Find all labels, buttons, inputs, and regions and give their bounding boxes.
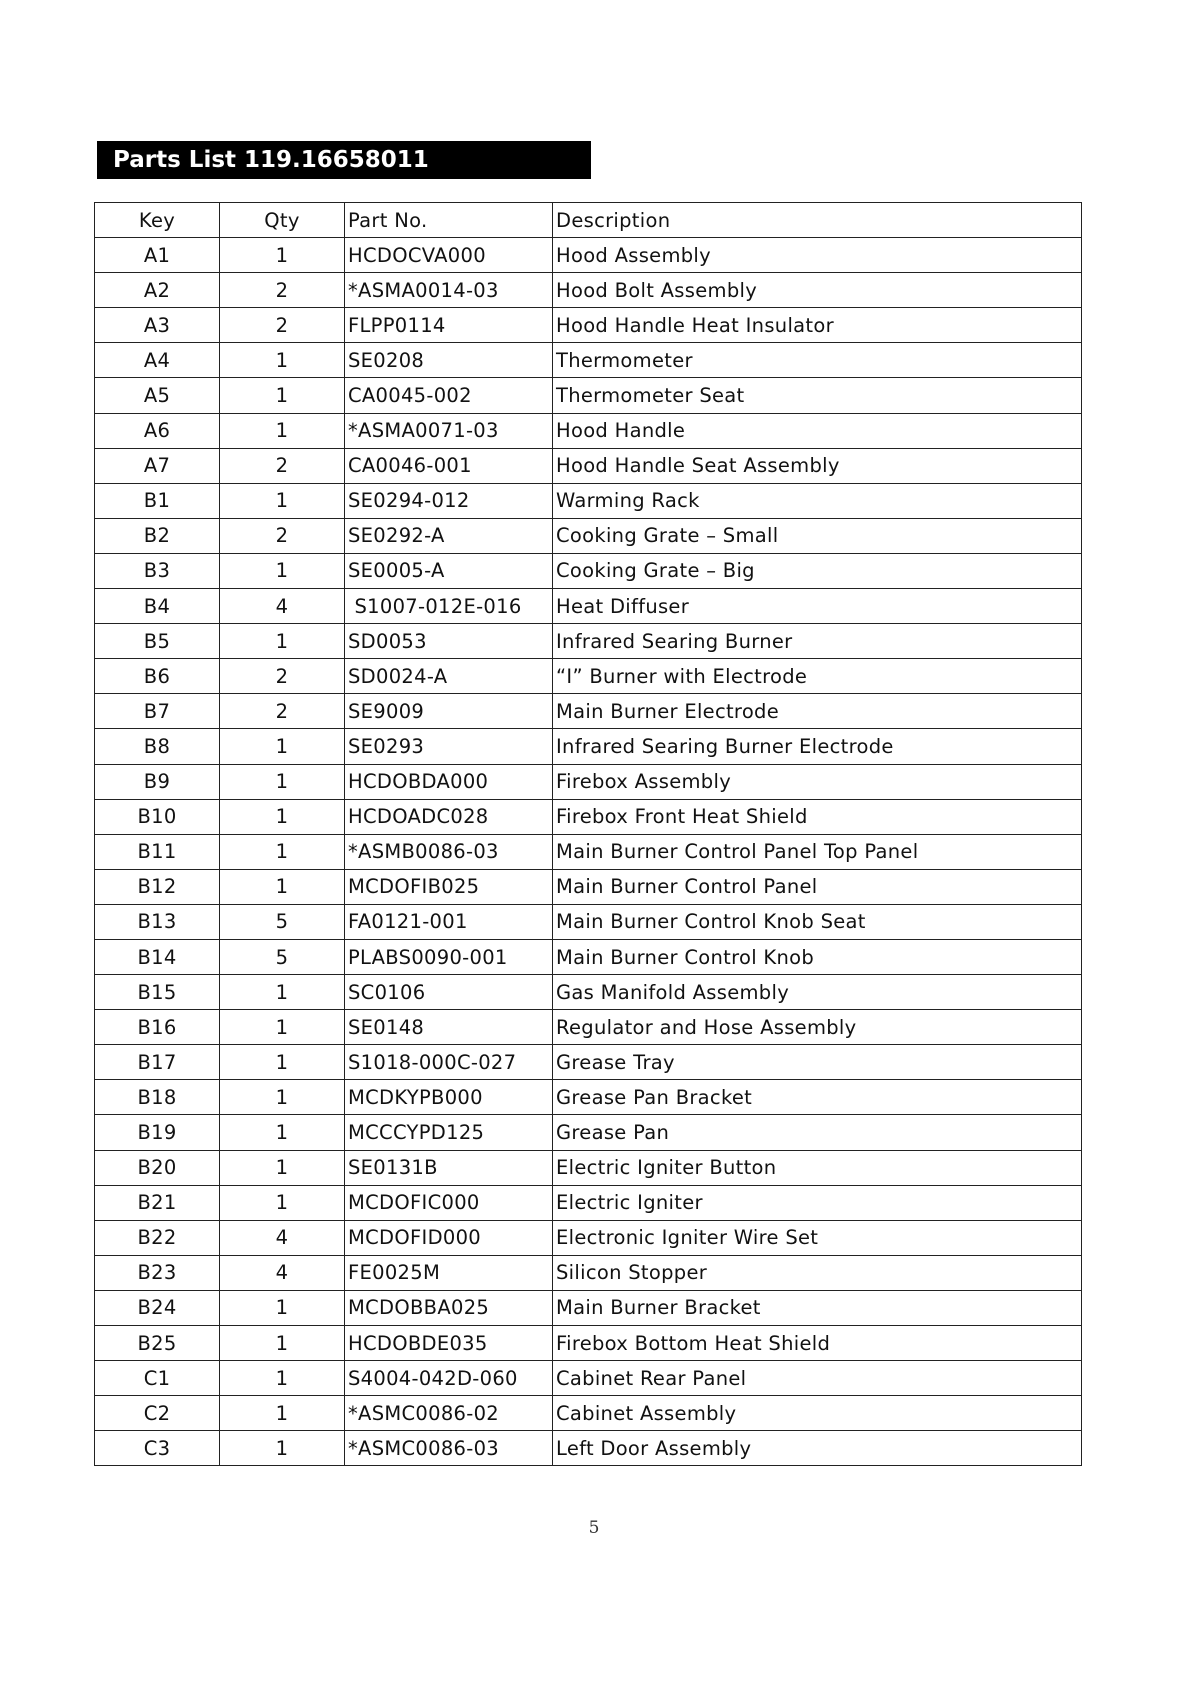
table-row — [95, 448, 1082, 483]
cell-description: Main Burner Electrode — [553, 694, 1082, 729]
cell-qty: 1 — [220, 1080, 345, 1115]
cell-qty: 4 — [220, 589, 345, 624]
table-row — [95, 1150, 1082, 1185]
cell-description: “I” Burner with Electrode — [553, 659, 1082, 694]
column-header-description: Description — [553, 203, 1082, 238]
cell-qty: 1 — [220, 1045, 345, 1080]
table-row — [95, 1361, 1082, 1396]
cell-description: Cooking Grate – Small — [553, 518, 1082, 553]
cell-key: B2 — [95, 518, 220, 553]
cell-part-no: S1007-012E-016 — [345, 589, 553, 624]
table-row — [95, 308, 1082, 343]
cell-description: Firebox Bottom Heat Shield — [553, 1326, 1082, 1361]
cell-description: Main Burner Bracket — [553, 1290, 1082, 1325]
table-header-row — [95, 203, 1082, 238]
cell-part-no: SC0106 — [345, 975, 553, 1010]
cell-description: Firebox Assembly — [553, 764, 1082, 799]
cell-key: B22 — [95, 1220, 220, 1255]
cell-description: Main Burner Control Panel — [553, 869, 1082, 904]
cell-part-no: HCDOBDA000 — [345, 764, 553, 799]
cell-description: Electric Igniter — [553, 1185, 1082, 1220]
cell-part-no: S1018-000C-027 — [345, 1045, 553, 1080]
cell-part-no: SE0131B — [345, 1150, 553, 1185]
cell-qty: 1 — [220, 1326, 345, 1361]
cell-key: B16 — [95, 1010, 220, 1045]
cell-part-no: HCDOCVA000 — [345, 238, 553, 273]
cell-part-no: SE0294-012 — [345, 483, 553, 518]
cell-key: B5 — [95, 624, 220, 659]
cell-description: Main Burner Control Knob Seat — [553, 904, 1082, 939]
cell-qty: 2 — [220, 694, 345, 729]
parts-table — [94, 202, 1082, 1466]
cell-part-no: MCDOBBA025 — [345, 1290, 553, 1325]
table-row — [95, 1045, 1082, 1080]
cell-qty: 1 — [220, 1431, 345, 1466]
cell-part-no: FLPP0114 — [345, 308, 553, 343]
table-row — [95, 1290, 1082, 1325]
cell-description: Thermometer — [553, 343, 1082, 378]
cell-part-no: *ASMB0086-03 — [345, 834, 553, 869]
cell-qty: 1 — [220, 1010, 345, 1045]
table-row — [95, 1431, 1082, 1466]
table-row — [95, 694, 1082, 729]
table-row — [95, 589, 1082, 624]
table-row — [95, 1115, 1082, 1150]
cell-description: Electronic Igniter Wire Set — [553, 1220, 1082, 1255]
cell-description: Left Door Assembly — [553, 1431, 1082, 1466]
cell-part-no: SD0024-A — [345, 659, 553, 694]
cell-qty: 1 — [220, 1396, 345, 1431]
cell-qty: 1 — [220, 553, 345, 588]
column-header-qty: Qty — [220, 203, 345, 238]
cell-part-no: FE0025M — [345, 1255, 553, 1290]
cell-description: Electric Igniter Button — [553, 1150, 1082, 1185]
table-row — [95, 975, 1082, 1010]
cell-description: Cabinet Assembly — [553, 1396, 1082, 1431]
table-row — [95, 378, 1082, 413]
cell-qty: 1 — [220, 729, 345, 764]
cell-key: A7 — [95, 448, 220, 483]
cell-key: B10 — [95, 799, 220, 834]
page-number: 5 — [588, 1518, 600, 1538]
cell-part-no: SE0208 — [345, 343, 553, 378]
cell-key: A4 — [95, 343, 220, 378]
cell-qty: 2 — [220, 659, 345, 694]
cell-description: Cooking Grate – Big — [553, 553, 1082, 588]
table-row — [95, 729, 1082, 764]
cell-part-no: SE9009 — [345, 694, 553, 729]
cell-key: B25 — [95, 1326, 220, 1361]
cell-key: B12 — [95, 869, 220, 904]
cell-key: B3 — [95, 553, 220, 588]
cell-qty: 1 — [220, 1290, 345, 1325]
cell-key: B7 — [95, 694, 220, 729]
cell-key: B11 — [95, 834, 220, 869]
cell-qty: 5 — [220, 904, 345, 939]
table-row — [95, 764, 1082, 799]
cell-description: Cabinet Rear Panel — [553, 1361, 1082, 1396]
cell-qty: 1 — [220, 624, 345, 659]
cell-description: Grease Pan Bracket — [553, 1080, 1082, 1115]
cell-qty: 4 — [220, 1220, 345, 1255]
cell-description: Hood Handle Seat Assembly — [553, 448, 1082, 483]
cell-description: Main Burner Control Panel Top Panel — [553, 834, 1082, 869]
cell-qty: 1 — [220, 869, 345, 904]
cell-key: C3 — [95, 1431, 220, 1466]
cell-part-no: SE0293 — [345, 729, 553, 764]
cell-part-no: *ASMA0014-03 — [345, 273, 553, 308]
cell-part-no: CA0046-001 — [345, 448, 553, 483]
table-row — [95, 273, 1082, 308]
table-row — [95, 799, 1082, 834]
cell-description: Grease Tray — [553, 1045, 1082, 1080]
cell-key: B18 — [95, 1080, 220, 1115]
cell-qty: 1 — [220, 378, 345, 413]
cell-key: B13 — [95, 904, 220, 939]
cell-description: Warming Rack — [553, 483, 1082, 518]
cell-qty: 1 — [220, 1361, 345, 1396]
cell-description: Regulator and Hose Assembly — [553, 1010, 1082, 1045]
cell-qty: 1 — [220, 834, 345, 869]
cell-key: B21 — [95, 1185, 220, 1220]
table-row — [95, 343, 1082, 378]
cell-key: A5 — [95, 378, 220, 413]
cell-qty: 1 — [220, 799, 345, 834]
cell-part-no: HCDOBDE035 — [345, 1326, 553, 1361]
table-row — [95, 1326, 1082, 1361]
cell-part-no: SE0005-A — [345, 553, 553, 588]
cell-qty: 2 — [220, 273, 345, 308]
column-header-key: Key — [95, 203, 220, 238]
cell-part-no: *ASMC0086-02 — [345, 1396, 553, 1431]
table-row — [95, 904, 1082, 939]
table-row — [95, 1080, 1082, 1115]
cell-part-no: SE0292-A — [345, 518, 553, 553]
cell-description: Thermometer Seat — [553, 378, 1082, 413]
table-row — [95, 939, 1082, 974]
cell-part-no: MCDOFID000 — [345, 1220, 553, 1255]
cell-key: B23 — [95, 1255, 220, 1290]
table-row — [95, 659, 1082, 694]
table-row — [95, 413, 1082, 448]
cell-description: Hood Handle — [553, 413, 1082, 448]
cell-key: A6 — [95, 413, 220, 448]
cell-qty: 4 — [220, 1255, 345, 1290]
cell-qty: 2 — [220, 308, 345, 343]
cell-part-no: MCDOFIB025 — [345, 869, 553, 904]
cell-qty: 1 — [220, 1185, 345, 1220]
cell-qty: 1 — [220, 343, 345, 378]
cell-key: B19 — [95, 1115, 220, 1150]
cell-key: B15 — [95, 975, 220, 1010]
cell-key: A3 — [95, 308, 220, 343]
cell-key: B20 — [95, 1150, 220, 1185]
cell-key: B24 — [95, 1290, 220, 1325]
cell-qty: 2 — [220, 518, 345, 553]
cell-key: B14 — [95, 939, 220, 974]
table-row — [95, 1010, 1082, 1045]
cell-part-no: S4004-042D-060 — [345, 1361, 553, 1396]
cell-part-no: HCDOADC028 — [345, 799, 553, 834]
cell-part-no: *ASMA0071-03 — [345, 413, 553, 448]
table-row — [95, 624, 1082, 659]
cell-key: B4 — [95, 589, 220, 624]
cell-key: B6 — [95, 659, 220, 694]
cell-qty: 1 — [220, 1115, 345, 1150]
cell-description: Infrared Searing Burner Electrode — [553, 729, 1082, 764]
cell-description: Gas Manifold Assembly — [553, 975, 1082, 1010]
table-row — [95, 518, 1082, 553]
parts-table-body — [95, 238, 1082, 1466]
cell-part-no: CA0045-002 — [345, 378, 553, 413]
page-title: Parts List 119.16658011 — [97, 141, 591, 179]
cell-part-no: MCDKYPB000 — [345, 1080, 553, 1115]
table-row — [95, 553, 1082, 588]
cell-description: Hood Assembly — [553, 238, 1082, 273]
cell-description: Silicon Stopper — [553, 1255, 1082, 1290]
table-row — [95, 869, 1082, 904]
cell-part-no: SE0148 — [345, 1010, 553, 1045]
cell-key: C2 — [95, 1396, 220, 1431]
cell-key: B9 — [95, 764, 220, 799]
cell-qty: 1 — [220, 975, 345, 1010]
cell-description: Hood Handle Heat Insulator — [553, 308, 1082, 343]
cell-key: B8 — [95, 729, 220, 764]
cell-key: B17 — [95, 1045, 220, 1080]
table-row — [95, 834, 1082, 869]
cell-qty: 2 — [220, 448, 345, 483]
cell-part-no: *ASMC0086-03 — [345, 1431, 553, 1466]
cell-qty: 1 — [220, 413, 345, 448]
cell-part-no: PLABS0090-001 — [345, 939, 553, 974]
column-header-part-no: Part No. — [345, 203, 553, 238]
cell-key: B1 — [95, 483, 220, 518]
cell-part-no: SD0053 — [345, 624, 553, 659]
cell-qty: 1 — [220, 483, 345, 518]
cell-part-no: MCDOFIC000 — [345, 1185, 553, 1220]
table-row — [95, 1255, 1082, 1290]
cell-description: Hood Bolt Assembly — [553, 273, 1082, 308]
cell-part-no: MCCCYPD125 — [345, 1115, 553, 1150]
cell-description: Main Burner Control Knob — [553, 939, 1082, 974]
cell-key: A2 — [95, 273, 220, 308]
cell-description: Firebox Front Heat Shield — [553, 799, 1082, 834]
cell-key: A1 — [95, 238, 220, 273]
cell-qty: 1 — [220, 1150, 345, 1185]
cell-description: Infrared Searing Burner — [553, 624, 1082, 659]
table-row — [95, 1220, 1082, 1255]
cell-qty: 5 — [220, 939, 345, 974]
cell-qty: 1 — [220, 764, 345, 799]
table-row — [95, 1185, 1082, 1220]
cell-key: C1 — [95, 1361, 220, 1396]
table-row — [95, 238, 1082, 273]
table-row — [95, 1396, 1082, 1431]
table-row — [95, 483, 1082, 518]
cell-part-no: FA0121-001 — [345, 904, 553, 939]
cell-qty: 1 — [220, 238, 345, 273]
cell-description: Heat Diffuser — [553, 589, 1082, 624]
cell-description: Grease Pan — [553, 1115, 1082, 1150]
